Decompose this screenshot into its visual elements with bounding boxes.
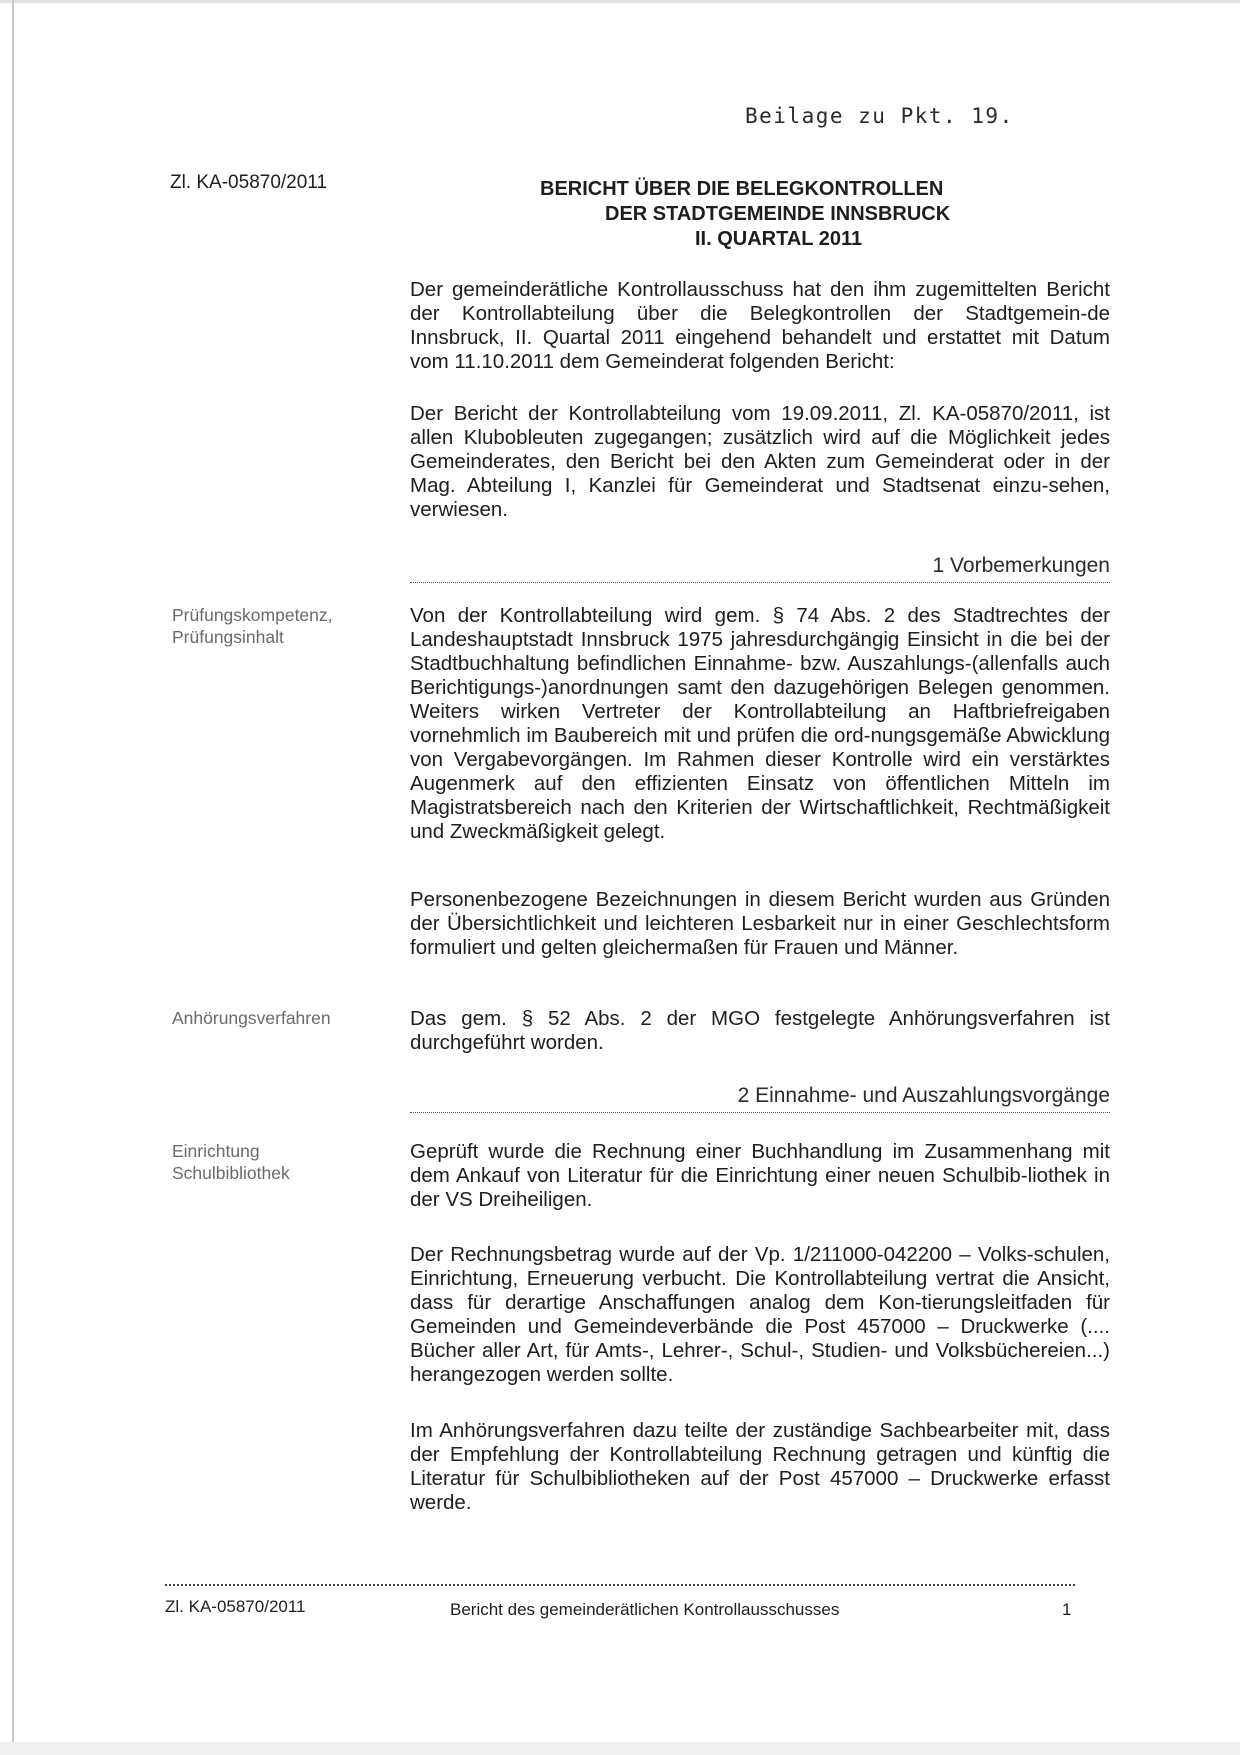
intro-paragraph-1: Der gemeinderätliche Kontrollausschuss hat den ihm zugemittelten Bericht der Kontrollabteilung über die Belegkontrollen der Stadtgemein-de Innsbruck, II. Quartal 2011 eingehend behandelt und erstattet mit Datum vom 11.10.2011 dem Gemeinderat folgenden Bericht:	[410, 278, 1110, 373]
scan-edge-bottom	[0, 1742, 1240, 1755]
section-1-paragraph-3: Das gem. § 52 Abs. 2 der MGO festgelegte Anhörungsverfahren ist durchgeführt worden.	[410, 1007, 1110, 1054]
title-line-3: II. QUARTAL 2011	[695, 228, 863, 250]
scan-edge-left	[12, 0, 14, 1755]
margin-note-anhoerungsverfahren: Anhörungsverfahren	[172, 1008, 331, 1028]
section-1-header	[410, 552, 1110, 583]
reference-number: Zl. KA-05870/2011	[170, 172, 328, 193]
title-line-2: DER STADTGEMEINDE INNSBRUCK	[605, 203, 951, 225]
section-1-paragraph-2: Personenbezogene Bezeichnungen in diesem Bericht wurden aus Gründen der Übersichtlichkeit und leichteren Lesbarkeit nur in einer Geschlechtsform formuliert und gelten gleichermaßen für Frauen und Männer.	[410, 888, 1110, 959]
title-line-1: BERICHT ÜBER DIE BELEGKONTROLLEN	[540, 178, 944, 200]
report-title	[520, 177, 1040, 252]
footer-reference: Zl. KA-05870/2011	[165, 1597, 306, 1616]
margin-note-schulbibliothek: Einrichtung Schulbibliothek	[172, 1141, 290, 1183]
footer-rule	[165, 1584, 1075, 1586]
footer-title: Bericht des gemeinderätlichen Kontrollausschusses	[450, 1600, 840, 1619]
section-2-paragraph-1: Geprüft wurde die Rechnung einer Buchhandlung im Zusammenhang mit dem Ankauf von Literatur für die Einrichtung einer neuen Schulbib-liothek in der VS Dreiheiligen.	[410, 1140, 1110, 1211]
section-2-header	[410, 1082, 1110, 1113]
scan-edge-top	[0, 0, 1240, 3]
attachment-stamp: Beilage zu Pkt. 19.	[745, 104, 1014, 128]
section-1-paragraph-1: Von der Kontrollabteilung wird gem. § 74 Abs. 2 des Stadtrechtes der Landeshauptstadt Innsbruck 1975 jahresdurchgängig Einsicht in die bei der Stadtbuchhaltung befindlichen Einnahme- bzw. Auszahlungs-(allenfalls auch Berichtigungs-)anordnungen samt den dazugehörigen Belegen genommen. Weiters wirken Vertreter der Kontrollabteilung an Haftbriefreigaben vornehmlich im Baubereich mit und prüfen die ord-nungsgemäße Abwicklung von Vergabevorgängen. Im Rahmen dieser Kontrolle wird ein verstärktes Augenmerk auf den effizienten Einsatz von öffentlichen Mitteln im Magistratsbereich nach den Kriterien der Wirtschaftlichkeit, Rechtmäßigkeit und Zweckmäßigkeit gelegt.	[410, 604, 1110, 843]
section-2-heading: 2 Einnahme- und Auszahlungsvorgänge	[737, 1084, 1110, 1107]
intro-paragraph-2: Der Bericht der Kontrollabteilung vom 19.09.2011, Zl. KA-05870/2011, ist allen Klubobleuten zugegangen; zusätzlich wird auf die Möglichkeit jedes Gemeinderates, den Bericht bei den Akten zum Gemeinderat oder in der Mag. Abteilung I, Kanzlei für Gemeinderat und Stadtsenat einzu-sehen, verwiesen.	[410, 402, 1110, 521]
margin-note-pruefungskompetenz: Prüfungskompetenz, Prüfungsinhalt	[172, 605, 333, 647]
section-1-heading: 1 Vorbemerkungen	[932, 554, 1110, 577]
page-number: 1	[1062, 1600, 1072, 1619]
section-2-paragraph-3: Im Anhörungsverfahren dazu teilte der zuständige Sachbearbeiter mit, dass der Empfehlung der Kontrollabteilung Rechnung getragen und künftig die Literatur für Schulbibliotheken auf der Post 457000 – Druckwerke erfasst werde.	[410, 1419, 1110, 1514]
section-2-paragraph-2: Der Rechnungsbetrag wurde auf der Vp. 1/211000-042200 – Volks-schulen, Einrichtung, Erneuerung verbucht. Die Kontrollabteilung vertrat die Ansicht, dass für derartige Anschaffungen analog dem Kon-tierungsleitfaden für Gemeinden und Gemeindeverbände die Post 457000 – Druckwerke (.... Bücher aller Art, für Amts-, Lehrer-, Schul-, Studien- und Volksbüchereien...) herangezogen werden sollte.	[410, 1243, 1110, 1386]
